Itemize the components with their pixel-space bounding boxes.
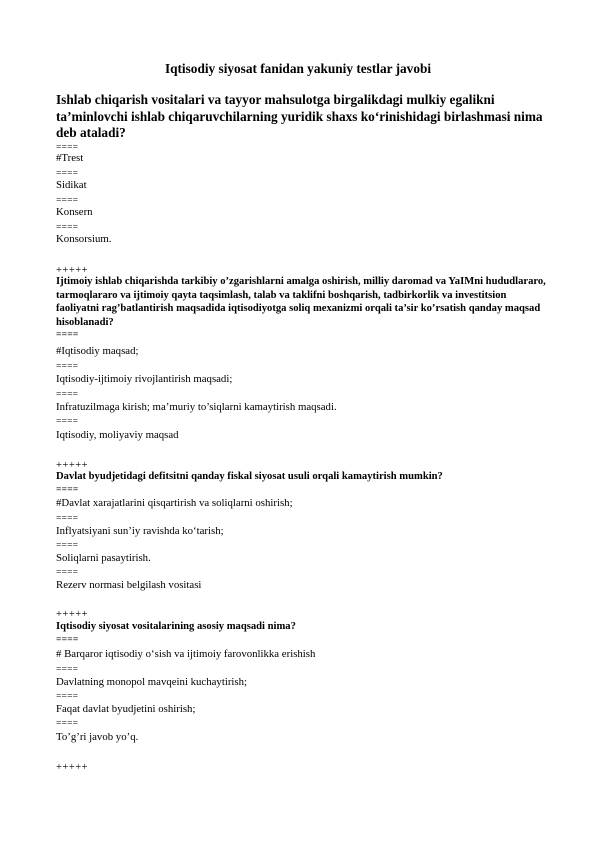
q4-option-1: # Barqaror iqtisodiy o‘sish va ijtimoiy farovonlikka erishish [56,648,316,660]
option-separator: ==== [56,390,79,400]
q3-option-1: #Davlat xarajatlarini qisqartirish va soliqlarni oshirish; [56,497,293,509]
q3-option-3: Soliqlarni pasaytirish. [56,552,151,564]
option-separator: ==== [56,196,79,206]
q1-option-3: Konsern [56,206,93,218]
option-separator: ==== [56,692,79,702]
q4-option-4: To’g’ri javob yo’q. [56,731,139,743]
block-separator: +++++ [56,762,89,773]
block-separator: +++++ [56,265,89,276]
q2-option-2: Iqtisodiy-ijtimoiy rivojlantirish maqsadi; [56,373,233,385]
q1-option-4: Konsorsium. [56,233,112,245]
option-separator: ==== [56,568,79,578]
question-4-text: Iqtisodiy siyosat vositalarining asosiy maqsadi nima? [56,621,296,632]
block-separator: +++++ [56,460,89,471]
option-separator: ==== [56,143,79,153]
option-separator: ==== [56,665,79,675]
option-separator: ==== [56,330,79,340]
q2-option-1: #Iqtisodiy maqsad; [56,345,139,357]
q2-option-4: Iqtisodiy, moliyaviy maqsad [56,429,179,441]
q3-option-4: Rezerv normasi belgilash vositasi [56,579,202,591]
option-separator: ==== [56,417,79,427]
q4-option-2: Davlatning monopol mavqeini kuchaytirish; [56,676,248,688]
option-separator: ==== [56,541,79,551]
q1-option-1: #Trest [56,152,84,164]
question-2-text: Ijtimoiy ishlab chiqarishda tarkibiy o’zgarishlarni amalga oshirish, milliy daromad va YaIMni hududlararo, tarmoqlararo va ijtimoiy qayta taqsimlash, talab va taklifni boshqarish, tadbirkorlik va investitsion faoliyatni rag’batlantirish maqsadida iqtisodiyotga soliq mexanizmi orqali ta’sir ko’rsatish qanday maqsad hisoblanadi? [56,276,546,328]
q4-option-3: Faqat davlat byudjetini oshirish; [56,703,196,715]
question-1-text: Ishlab chiqarish vositalari va tayyor mahsulotga birgalikdagi mulkiy egalikni ta’minlovchi ishlab chiqaruvchilarning yuridik shaxs ko‘rinishidagi birlashmasi nima deb ataladi? [56,92,543,140]
option-separator: ==== [56,635,79,645]
option-separator: ==== [56,223,79,233]
question-3-text: Davlat byudjetidagi defitsitni qanday fiskal siyosat usuli orqali kamaytirish mumkin? [56,471,443,482]
document-title: Iqtisodiy siyosat fanidan yakuniy testlar javobi [164,61,432,76]
option-separator: ==== [56,719,79,729]
q3-option-2: Inflyatsiyani sun’iy ravishda ko‘tarish; [56,525,224,537]
q2-option-3: Infratuzilmaga kirish; ma’muriy to’siqlarni kamaytirish maqsadi. [56,401,337,413]
option-separator: ==== [56,514,79,524]
q1-option-2: Sidikat [56,179,87,191]
block-separator: +++++ [56,609,89,620]
option-separator: ==== [56,169,79,179]
option-separator: ==== [56,362,79,372]
option-separator: ==== [56,485,79,495]
